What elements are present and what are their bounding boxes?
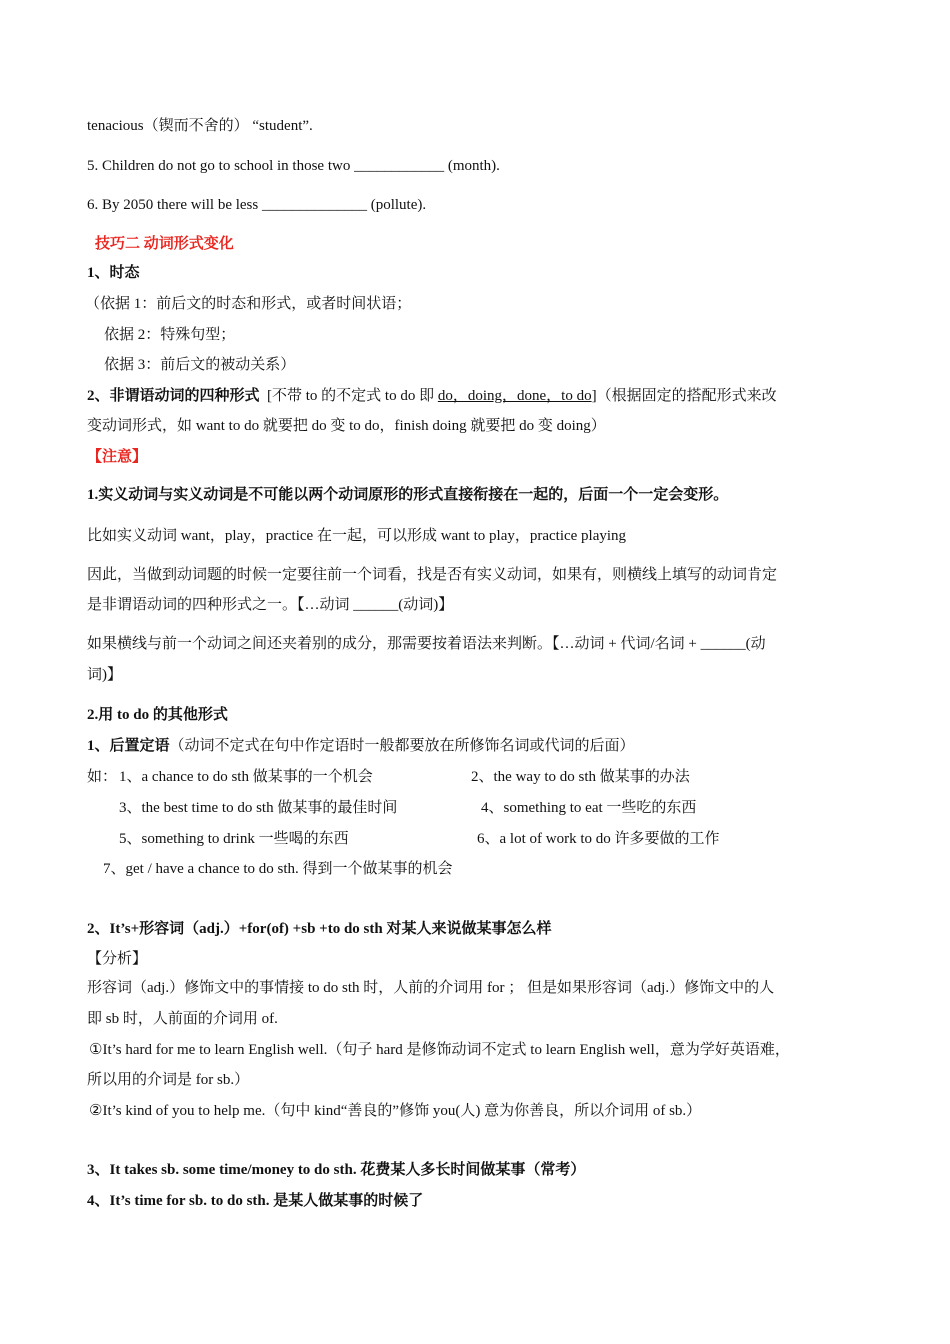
heading-its-time: 4、It’s time for sb. to do sth. 是某人做某事的时候了 xyxy=(87,1193,424,1209)
basis-1: （依据 1：前后文的时态和形式，或者时间状语； xyxy=(85,296,412,312)
nonfinite-mid: [不带 to 的不定式 to do 即 xyxy=(267,388,438,404)
nonfinite-forms: do，doing，done，to do xyxy=(437,388,592,404)
example-item: 7、get / have a chance to do sth. 得到一个做某事的机会 xyxy=(103,861,453,877)
example-item: 3、the best time to do sth 做某事的最佳时间 xyxy=(119,800,398,816)
example-item: 4、something to eat 一些吃的东西 xyxy=(481,800,697,816)
example-item: 1、a chance to do sth 做某事的一个机会 xyxy=(119,769,373,785)
paragraph-1a: 因此，当做到动词题的时候一定要往前一个词看，找是否有实义动词，如果有，则横线上填写的动词肯定 xyxy=(87,567,778,583)
paragraph-1b: 是非谓语动词的四种形式之一。【…动词 ______(动词)】 xyxy=(87,597,454,613)
nonfinite-line-2: 变动词形式，如 want to do 就要把 do 变 to do，finish doing 就要把 do 变 doing） xyxy=(87,418,606,434)
analysis-line-2: 即 sb 时，人前面的介词用 of. xyxy=(87,1011,278,1027)
exercise-6: 6. By 2050 there will be less ______________ (pollute). xyxy=(87,197,427,213)
example-item: 5、something to drink 一些喝的东西 xyxy=(119,831,349,847)
paragraph-2a: 如果横线与前一个动词之间还夹着别的成分，那需要按着语法来判断。【…动词 + 代词/名词 + ______(动 xyxy=(87,636,766,652)
rule-1: 1.实义动词与实义动词是不可能以两个动词原形的形式直接衔接在一起的，后面一个一定会变形。 xyxy=(87,487,729,503)
case-1b: 所以用的介词是 for sb.） xyxy=(87,1072,250,1088)
paragraph-2b: 词)】 xyxy=(87,667,122,683)
postpositive-heading: 1、后置定语 xyxy=(87,738,170,754)
nonfinite-forms-line xyxy=(87,386,777,406)
case-1a: ①It’s hard for me to learn English well.（句子 hard 是修饰动词不定式 to learn English well，意为学好英语难， xyxy=(89,1042,790,1058)
example-line: 比如实义动词 want，play，practice 在一起，可以形成 want to play，practice playing xyxy=(87,528,627,544)
nonfinite-tail: ]（根据固定的搭配形式来改 xyxy=(591,388,777,404)
example-prefix: 如： xyxy=(87,769,118,785)
section-heading-skill-2: 技巧二 动词形式变化 xyxy=(95,236,234,252)
exercise-5: 5. Children do not go to school in those two ____________ (month). xyxy=(87,158,500,174)
example-item: 2、the way to do sth 做某事的办法 xyxy=(471,769,690,785)
basis-2: 依据 2：特殊句型； xyxy=(104,327,236,343)
example-item: 6、a lot of work to do 许多要做的工作 xyxy=(477,831,720,847)
nonfinite-heading: 2、非谓语动词的四种形式 xyxy=(87,388,260,404)
note-heading: 【注意】 xyxy=(87,449,148,465)
analysis-line-1: 形容词（adj.）修饰文中的事情接 to do sth 时，人前的介词用 for ； 但是如果形容词（adj.）修饰文中的人 xyxy=(87,980,775,996)
text-line: tenacious（锲而不舍的） “student”. xyxy=(87,118,313,134)
basis-3: 依据 3：前后文的被动关系） xyxy=(104,357,296,373)
heading-to-do: 2.用 to do 的其他形式 xyxy=(87,707,228,723)
postpositive-line xyxy=(87,736,635,756)
case-2: ②It’s kind of you to help me.（句中 kind“善良的”修饰 you(人) 意为你善良，所以介词用 of sb.） xyxy=(89,1103,702,1119)
heading-its-adj: 2、It’s+形容词（adj.）+for(of) +sb +to do sth 对某人来说做某事怎么样 xyxy=(87,921,552,937)
postpositive-explanation: （动词不定式在句中作定语时一般都要放在所修饰名词或代词的后面） xyxy=(169,738,635,754)
analysis-heading: 【分析】 xyxy=(87,951,148,967)
heading-it-takes: 3、It takes sb. some time/money to do sth. 花费某人多长时间做某事（常考） xyxy=(87,1162,586,1178)
heading-tense: 1、时态 xyxy=(87,265,140,281)
